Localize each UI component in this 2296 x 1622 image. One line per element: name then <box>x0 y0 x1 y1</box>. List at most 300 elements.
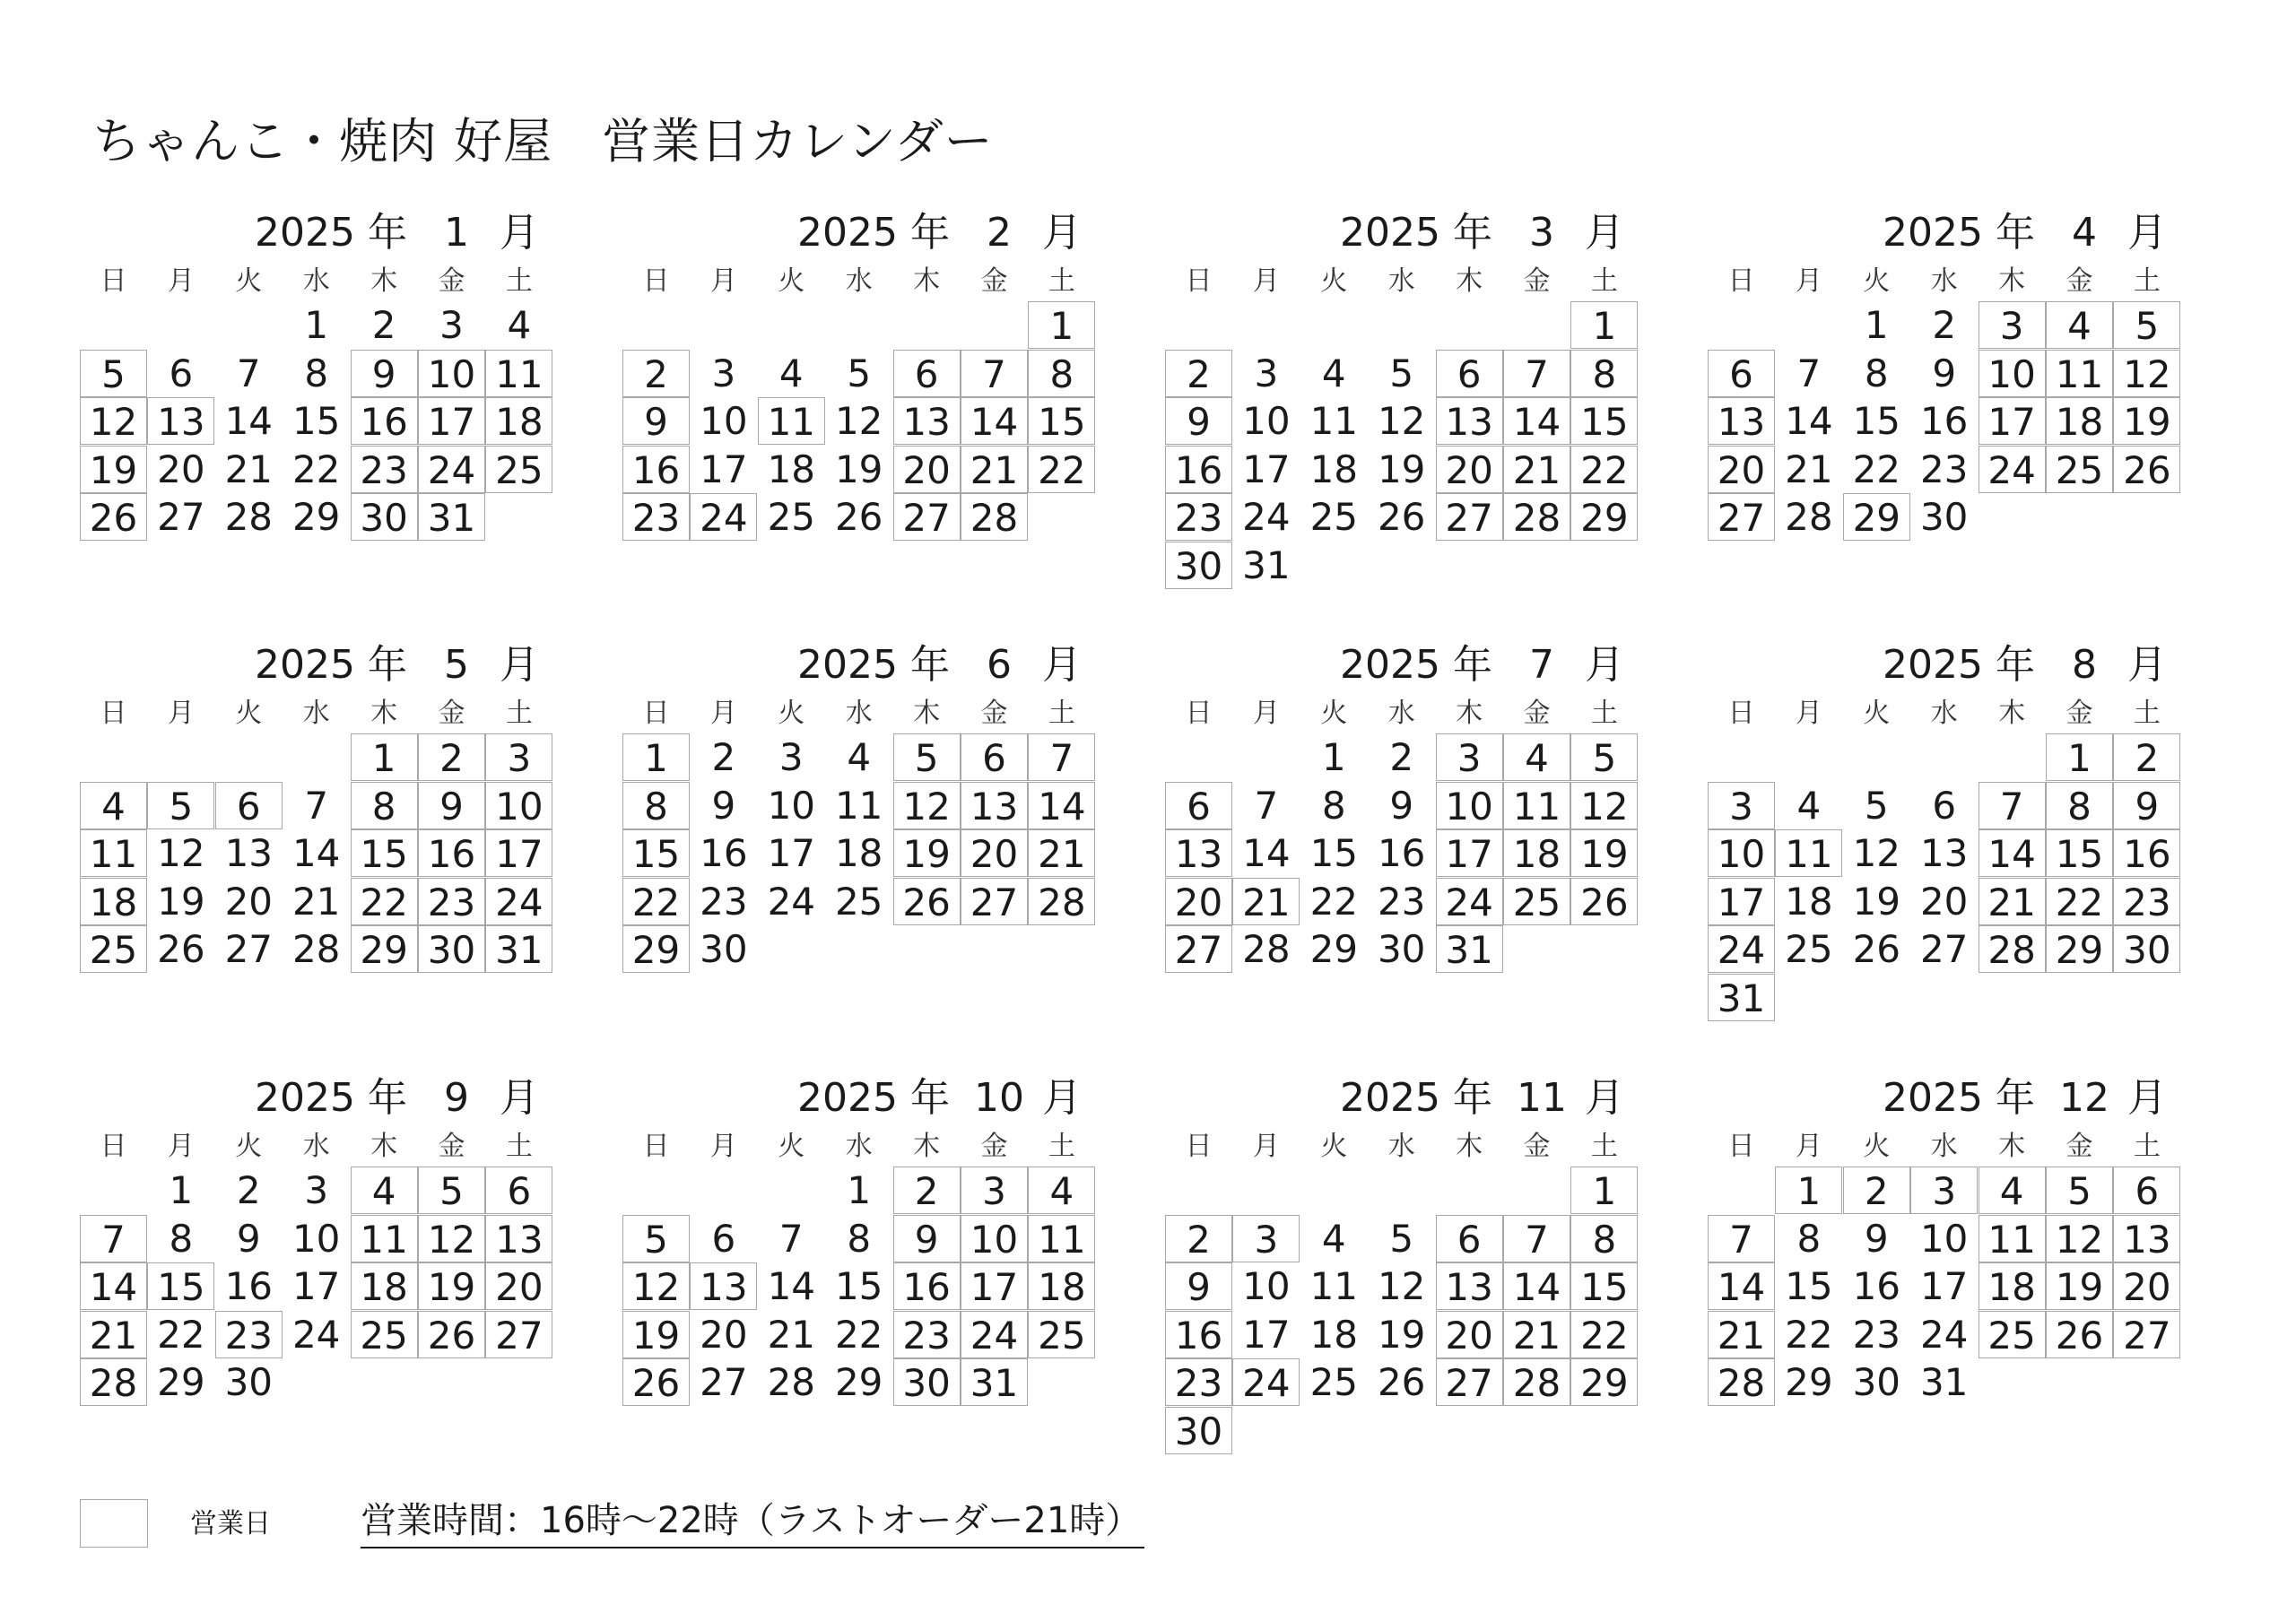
month-suffix: 月 <box>500 210 539 256</box>
day-cell-open: 6 <box>893 350 961 397</box>
day-cell-open: 8 <box>1570 1215 1638 1262</box>
day-cell-open: 5 <box>418 1167 485 1214</box>
day-cell: 5 <box>847 351 872 395</box>
day-cell-open: 21 <box>1979 878 2046 925</box>
day-cell-open: 5 <box>2046 1167 2113 1214</box>
day-cell: 24 <box>1919 1312 1969 1357</box>
weekday-label: 日 <box>1185 1131 1213 1162</box>
weekday-label: 火 <box>1320 1131 1348 1162</box>
day-cell: 30 <box>1377 927 1426 972</box>
day-cell: 25 <box>767 495 816 540</box>
day-cell-open: 30 <box>418 925 485 973</box>
day-cell-open: 13 <box>2113 1215 2180 1262</box>
day-cell-open: 2 <box>622 350 690 397</box>
weekday-label: 木 <box>1456 1131 1483 1162</box>
day-cell-open: 12 <box>622 1262 690 1310</box>
weekday-label: 土 <box>1048 698 1075 729</box>
day-cell-open: 7 <box>961 350 1028 397</box>
day-cell-open: 17 <box>1708 878 1775 925</box>
year-suffix: 年 <box>1453 210 1492 256</box>
day-cell: 25 <box>1309 495 1359 540</box>
day-cell-open: 19 <box>1570 829 1638 877</box>
day-cell-open: 3 <box>961 1167 1028 1214</box>
day-cell-open: 11 <box>1028 1215 1095 1262</box>
day-cell-open: 11 <box>1503 782 1570 829</box>
day-cell-open: 24 <box>1979 446 2046 493</box>
weekday-label: 火 <box>1863 698 1891 729</box>
day-cell: 19 <box>1377 1312 1426 1357</box>
day-cell: 29 <box>291 495 341 540</box>
day-cell-open: 8 <box>351 782 418 829</box>
day-cell-open: 21 <box>1028 829 1095 877</box>
month-header <box>80 1071 557 1125</box>
day-cell: 10 <box>1919 1216 1969 1261</box>
day-cell: 2 <box>711 735 736 779</box>
day-cell-open: 24 <box>961 1311 1028 1358</box>
weekday-label: 金 <box>1523 698 1551 729</box>
weekday-label: 金 <box>980 698 1008 729</box>
day-cell: 5 <box>1864 783 1889 828</box>
day-cell-open: 15 <box>1028 397 1095 445</box>
day-cell: 12 <box>834 399 883 444</box>
day-cell: 7 <box>1254 783 1279 828</box>
day-cell: 23 <box>1919 447 1969 491</box>
weekday-label: 土 <box>1048 1131 1075 1162</box>
day-cell: 9 <box>1864 1216 1889 1261</box>
day-cell: 14 <box>767 1264 816 1309</box>
weekday-label: 木 <box>913 265 941 297</box>
day-cell-open: 6 <box>215 782 283 829</box>
weekday-label: 木 <box>1998 1131 2026 1162</box>
day-cell-open: 17 <box>961 1262 1028 1310</box>
month-number: 11 <box>1517 1075 1567 1121</box>
day-cell-open: 29 <box>1570 1358 1638 1406</box>
weekday-label: 水 <box>1930 265 1958 297</box>
day-cell-open: 16 <box>351 397 418 445</box>
month-header <box>80 638 557 692</box>
month-suffix: 月 <box>1585 642 1624 688</box>
day-cell-open: 24 <box>1436 878 1503 925</box>
day-cell: 8 <box>169 1216 194 1261</box>
day-cell: 19 <box>834 447 883 491</box>
day-cell: 5 <box>1389 1216 1414 1261</box>
day-cell-open: 10 <box>961 1215 1028 1262</box>
weekday-label: 火 <box>1320 265 1348 297</box>
month-header <box>622 638 1100 692</box>
year-label: 2025 <box>1883 210 1983 256</box>
month-number: 8 <box>2072 642 2097 688</box>
day-cell: 14 <box>1242 831 1291 876</box>
day-cell-open: 26 <box>2113 446 2180 493</box>
weekday-label: 水 <box>845 265 873 297</box>
weekday-label: 火 <box>235 698 263 729</box>
weekday-label: 月 <box>167 698 195 729</box>
day-cell-open: 8 <box>622 782 690 829</box>
day-cell-open: 30 <box>893 1358 961 1406</box>
day-cell: 31 <box>1242 543 1291 587</box>
day-cell-open: 19 <box>893 829 961 877</box>
month-1 <box>80 206 557 619</box>
year-suffix: 年 <box>368 1075 407 1121</box>
day-cell-open: 19 <box>80 446 147 493</box>
day-cell-open: 22 <box>351 878 418 925</box>
day-cell-open: 12 <box>893 782 961 829</box>
day-cell-open: 7 <box>1979 782 2046 829</box>
day-cell: 8 <box>304 351 329 395</box>
day-cell: 15 <box>834 1264 883 1309</box>
day-cell-open: 18 <box>1028 1262 1095 1310</box>
day-cell: 22 <box>834 1312 883 1357</box>
day-cell-open: 7 <box>1028 733 1095 781</box>
day-cell: 3 <box>439 303 464 347</box>
month-8 <box>1708 638 2185 1051</box>
day-cell-open: 18 <box>1503 829 1570 877</box>
day-cell: 16 <box>224 1264 274 1309</box>
day-cell-open: 24 <box>690 493 757 541</box>
day-cell: 4 <box>847 735 872 779</box>
year-label: 2025 <box>255 1075 355 1121</box>
day-cell: 8 <box>847 1216 872 1261</box>
day-cell: 27 <box>700 1360 748 1405</box>
day-cell-open: 25 <box>1503 878 1570 925</box>
day-cell: 9 <box>1932 351 1957 395</box>
day-cell-open: 15 <box>1570 1262 1638 1310</box>
day-cell: 9 <box>236 1216 261 1261</box>
day-cell-open: 15 <box>2046 829 2113 877</box>
year-label: 2025 <box>797 210 898 256</box>
year-suffix: 年 <box>1996 642 2035 688</box>
month-suffix: 月 <box>1042 1075 1082 1121</box>
day-cell-open: 13 <box>1436 397 1503 445</box>
day-cell: 11 <box>1309 1264 1359 1309</box>
day-cell-open: 31 <box>961 1358 1028 1406</box>
day-cell: 14 <box>291 831 341 876</box>
weekday-label: 金 <box>2066 698 2093 729</box>
day-cell: 27 <box>157 495 205 540</box>
day-cell-open: 13 <box>1165 829 1232 877</box>
weekday-label: 木 <box>370 1131 398 1162</box>
day-cell-open: 23 <box>351 446 418 493</box>
year-label: 2025 <box>1883 642 1983 688</box>
day-cell-open: 30 <box>1165 542 1232 589</box>
day-cell: 18 <box>1309 447 1359 491</box>
day-cell-open: 27 <box>1708 493 1775 541</box>
weekday-label: 土 <box>1590 1131 1618 1162</box>
day-cell: 4 <box>507 303 532 347</box>
day-cell-open: 11 <box>2046 350 2113 397</box>
year-suffix: 年 <box>368 210 407 256</box>
day-cell: 13 <box>224 831 274 876</box>
day-cell-open: 21 <box>1232 878 1300 925</box>
day-cell-open: 28 <box>1503 1358 1570 1406</box>
month-header <box>1708 638 2185 692</box>
day-cell: 27 <box>224 927 274 972</box>
day-cell: 8 <box>1321 783 1346 828</box>
month-10 <box>622 1071 1100 1484</box>
day-cell: 10 <box>1242 399 1291 444</box>
weekday-label: 金 <box>2066 1131 2093 1162</box>
day-cell-open: 17 <box>485 829 552 877</box>
year-suffix: 年 <box>1453 642 1492 688</box>
day-cell-open: 21 <box>1503 1311 1570 1358</box>
day-cell-open: 1 <box>351 733 418 781</box>
weekday-label: 日 <box>642 1131 670 1162</box>
day-cell-open: 2 <box>418 733 485 781</box>
month-header <box>1708 206 2185 260</box>
day-cell-open: 2 <box>893 1167 961 1214</box>
day-cell: 28 <box>291 927 341 972</box>
month-number: 7 <box>1529 642 1554 688</box>
day-cell-open: 14 <box>1708 1262 1775 1310</box>
day-cell-open: 23 <box>418 878 485 925</box>
weekday-label: 水 <box>1387 1131 1415 1162</box>
day-cell: 10 <box>291 1216 341 1261</box>
month-suffix: 月 <box>1585 1075 1624 1121</box>
day-cell: 18 <box>1309 1312 1359 1357</box>
weekday-label: 火 <box>778 698 805 729</box>
month-7 <box>1165 638 1642 1051</box>
day-cell-open: 25 <box>351 1311 418 1358</box>
year-suffix: 年 <box>910 210 950 256</box>
day-cell-open: 6 <box>961 733 1028 781</box>
day-cell-open: 5 <box>80 350 147 397</box>
day-cell-open: 23 <box>215 1311 283 1358</box>
day-cell-open: 4 <box>1028 1167 1095 1214</box>
weekday-label: 土 <box>2133 265 2161 297</box>
day-cell: 20 <box>700 1312 748 1357</box>
month-header <box>1708 1071 2185 1125</box>
day-cell-open: 28 <box>961 493 1028 541</box>
day-cell-open: 7 <box>1503 350 1570 397</box>
weekday-label: 火 <box>778 265 805 297</box>
day-cell: 21 <box>224 447 274 491</box>
day-cell-open: 2 <box>1843 1167 1910 1214</box>
day-cell: 29 <box>157 1360 205 1405</box>
day-cell: 23 <box>1377 879 1426 924</box>
weekday-label: 月 <box>1795 1131 1822 1162</box>
month-header <box>622 206 1100 260</box>
year-label: 2025 <box>1340 642 1440 688</box>
day-cell-open: 1 <box>1570 301 1638 349</box>
weekday-label: 水 <box>845 698 873 729</box>
year-label: 2025 <box>255 210 355 256</box>
day-cell-open: 4 <box>1979 1167 2046 1214</box>
day-cell: 18 <box>834 831 883 876</box>
month-suffix: 月 <box>1042 210 1082 256</box>
day-cell: 1 <box>304 303 329 347</box>
day-cell-open: 16 <box>1165 446 1232 493</box>
weekday-label: 金 <box>2066 265 2093 297</box>
weekday-label: 日 <box>642 265 670 297</box>
day-cell-open: 17 <box>418 397 485 445</box>
day-cell: 22 <box>291 447 341 491</box>
day-cell-open: 20 <box>1708 446 1775 493</box>
day-cell-open: 22 <box>1570 446 1638 493</box>
day-cell-open: 26 <box>1570 878 1638 925</box>
day-cell-open: 25 <box>1979 1311 2046 1358</box>
weekday-label: 水 <box>302 265 330 297</box>
weekday-label: 月 <box>1252 265 1280 297</box>
day-cell-open: 11 <box>80 829 147 877</box>
day-cell-open: 30 <box>1165 1407 1232 1454</box>
day-cell-open: 13 <box>690 1262 757 1310</box>
month-12 <box>1708 1071 2185 1484</box>
day-cell-open: 14 <box>1503 1262 1570 1310</box>
day-cell-open: 16 <box>893 1262 961 1310</box>
day-cell-open: 7 <box>1708 1215 1775 1262</box>
day-cell-open: 17 <box>1436 829 1503 877</box>
weekday-label: 木 <box>1998 265 2026 297</box>
weekday-label: 月 <box>167 265 195 297</box>
day-cell: 19 <box>1377 447 1426 491</box>
day-cell-open: 28 <box>1028 878 1095 925</box>
day-cell-open: 4 <box>351 1167 418 1214</box>
weekday-label: 土 <box>2133 1131 2161 1162</box>
day-cell: 30 <box>700 927 748 972</box>
day-cell: 16 <box>1377 831 1426 876</box>
month-number: 5 <box>444 642 469 688</box>
day-cell-open: 1 <box>622 733 690 781</box>
day-cell-open: 21 <box>961 446 1028 493</box>
weekday-label: 木 <box>913 698 941 729</box>
day-cell: 26 <box>157 927 205 972</box>
day-cell-open: 23 <box>1165 1358 1232 1406</box>
day-cell-open: 5 <box>893 733 961 781</box>
day-cell-open: 25 <box>485 446 552 493</box>
weekday-label: 金 <box>438 698 465 729</box>
day-cell: 3 <box>1254 351 1279 395</box>
day-cell-open: 26 <box>80 493 147 541</box>
weekday-label: 土 <box>1590 698 1618 729</box>
month-suffix: 月 <box>500 642 539 688</box>
month-3 <box>1165 206 1642 619</box>
day-cell-open: 27 <box>961 878 1028 925</box>
day-cell-open: 15 <box>622 829 690 877</box>
day-cell-open: 23 <box>893 1311 961 1358</box>
year-suffix: 年 <box>1453 1075 1492 1121</box>
day-cell-open: 24 <box>485 878 552 925</box>
day-cell: 2 <box>236 1168 261 1212</box>
day-cell: 10 <box>767 783 816 828</box>
weekday-label: 金 <box>980 1131 1008 1162</box>
day-cell-open: 24 <box>1708 925 1775 973</box>
day-cell-open: 1 <box>1775 1167 1842 1214</box>
day-cell: 21 <box>767 1312 816 1357</box>
day-cell: 15 <box>1785 1264 1833 1309</box>
weekday-label: 月 <box>1252 1131 1280 1162</box>
month-number: 4 <box>2072 210 2097 256</box>
day-cell: 21 <box>1785 447 1833 491</box>
day-cell-open: 27 <box>1436 493 1503 541</box>
business-hours: 営業時間：16時～22時（ラストオーダー21時） <box>361 1495 1144 1548</box>
month-suffix: 月 <box>500 1075 539 1121</box>
day-cell-open: 6 <box>1436 350 1503 397</box>
year-label: 2025 <box>797 1075 898 1121</box>
day-cell-open: 31 <box>1708 974 1775 1021</box>
day-cell-open: 29 <box>2046 925 2113 973</box>
year-label: 2025 <box>1883 1075 1983 1121</box>
day-cell-open: 18 <box>1979 1262 2046 1310</box>
day-cell-open: 19 <box>2113 397 2180 445</box>
day-cell: 30 <box>224 1360 274 1405</box>
day-cell-open: 5 <box>1570 733 1638 781</box>
day-cell: 2 <box>371 303 396 347</box>
day-cell-open: 30 <box>351 493 418 541</box>
day-cell-open: 31 <box>485 925 552 973</box>
day-cell: 19 <box>1852 879 1901 924</box>
month-2 <box>622 206 1100 619</box>
weekday-label: 水 <box>1387 698 1415 729</box>
day-cell-open: 24 <box>418 446 485 493</box>
day-cell-open: 11 <box>351 1215 418 1262</box>
day-cell-open: 28 <box>80 1358 147 1406</box>
month-number: 3 <box>1529 210 1554 256</box>
day-cell: 28 <box>1785 495 1833 540</box>
weekday-label: 水 <box>1930 698 1958 729</box>
day-cell-open: 29 <box>351 925 418 973</box>
day-cell-open: 15 <box>1570 397 1638 445</box>
weekday-label: 水 <box>845 1131 873 1162</box>
month-number: 2 <box>987 210 1012 256</box>
day-cell-open: 10 <box>1979 350 2046 397</box>
weekday-label: 日 <box>1727 698 1755 729</box>
weekday-label: 土 <box>505 1131 533 1162</box>
day-cell-open: 27 <box>485 1311 552 1358</box>
day-cell-open: 15 <box>351 829 418 877</box>
day-cell-open: 12 <box>1570 782 1638 829</box>
day-cell: 28 <box>767 1360 816 1405</box>
day-cell-open: 23 <box>622 493 690 541</box>
month-header <box>622 1071 1100 1125</box>
day-cell-open: 14 <box>80 1262 147 1310</box>
month-suffix: 月 <box>1042 642 1082 688</box>
day-cell-open: 21 <box>80 1311 147 1358</box>
day-cell-open: 1 <box>1028 301 1095 349</box>
day-cell-open: 14 <box>1979 829 2046 877</box>
day-cell-open: 22 <box>622 878 690 925</box>
day-cell: 3 <box>304 1168 329 1212</box>
day-cell-open: 19 <box>622 1311 690 1358</box>
day-cell: 19 <box>157 879 205 924</box>
day-cell: 22 <box>1309 879 1359 924</box>
day-cell-open: 3 <box>1910 1167 1978 1214</box>
month-header <box>80 206 557 260</box>
day-cell-open: 4 <box>80 782 147 829</box>
weekday-label: 日 <box>1185 265 1213 297</box>
day-cell: 6 <box>169 351 194 395</box>
day-cell-open: 13 <box>147 397 214 445</box>
weekday-label: 土 <box>505 698 533 729</box>
weekday-label: 火 <box>1863 1131 1891 1162</box>
day-cell-open: 27 <box>1436 1358 1503 1406</box>
day-cell-open: 9 <box>2113 782 2180 829</box>
day-cell: 14 <box>224 399 274 444</box>
day-cell-open: 18 <box>2046 397 2113 445</box>
day-cell-open: 26 <box>418 1311 485 1358</box>
day-cell-open: 3 <box>1232 1215 1300 1262</box>
weekday-label: 水 <box>302 1131 330 1162</box>
weekday-label: 木 <box>1998 698 2026 729</box>
day-cell-open: 21 <box>1708 1311 1775 1358</box>
day-cell-open: 3 <box>1708 782 1775 829</box>
day-cell-open: 4 <box>1503 733 1570 781</box>
day-cell-open: 12 <box>2113 350 2180 397</box>
day-cell: 23 <box>700 879 748 924</box>
day-cell: 3 <box>711 351 736 395</box>
day-cell: 1 <box>1864 303 1889 347</box>
day-cell: 12 <box>1377 399 1426 444</box>
day-cell: 25 <box>1785 927 1833 972</box>
